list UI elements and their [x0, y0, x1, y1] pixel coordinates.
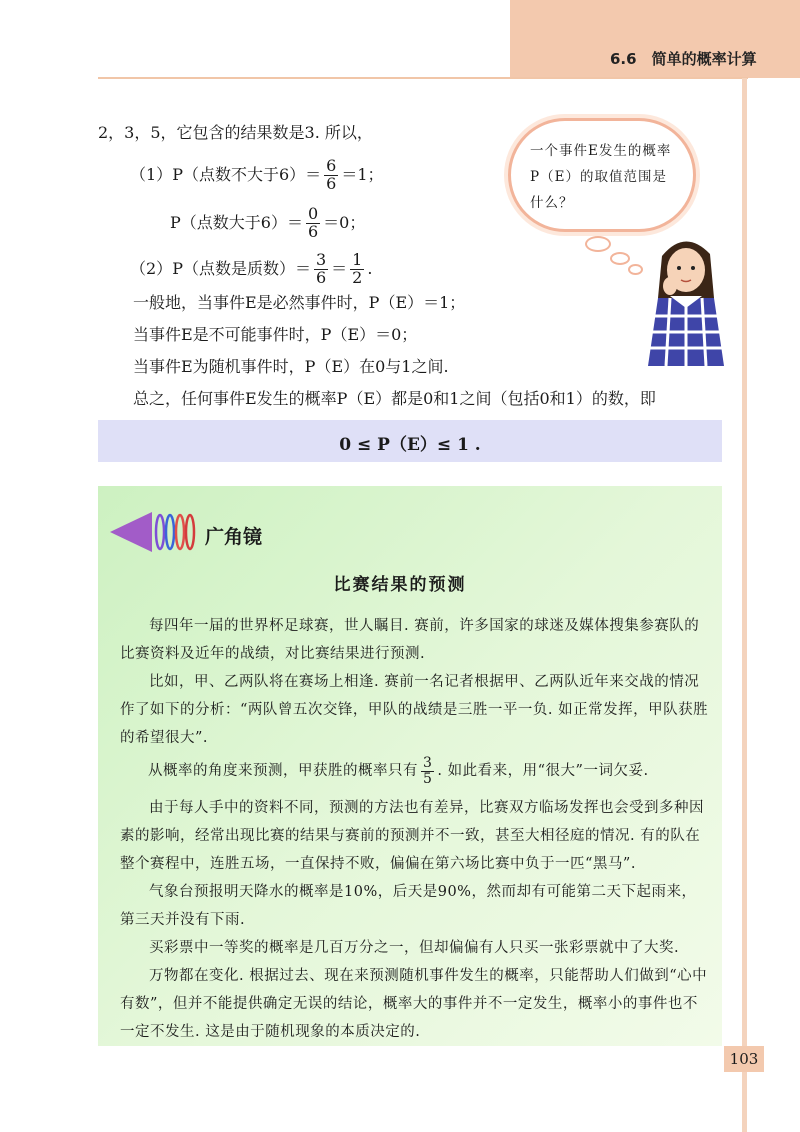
article-title: 比赛结果的预测 — [333, 575, 467, 595]
eq2-result: ＝0； — [323, 212, 366, 232]
formula-box — [98, 420, 722, 462]
prob-numerator: 3 — [423, 755, 433, 771]
text-line-impossible: 当事件E是不可能事件时，P（E）＝0； — [133, 325, 418, 344]
eq1-fraction — [324, 158, 338, 193]
paragraph-4: 气象台预报明天降水的概率是10%，后天是90%，然而却有可能第二天下起雨来，第三天并没有下雨. — [120, 884, 697, 928]
equation-3 — [130, 252, 372, 287]
eq2-function: P（点数大于6）＝ — [170, 212, 303, 232]
paragraph-1: 每四年一届的世界杯足球赛，世人瞩目. 赛前，许多国家的球迷及媒体搜集参赛队的比赛资料及近年的战绩，对比赛结果进行预测. — [120, 618, 700, 662]
prob-fraction — [421, 756, 434, 786]
eq3-denominator-1: 6 — [315, 267, 327, 287]
paragraph-2: 比如，甲、乙两队将在赛场上相逢. 赛前一名记者根据甲、乙两队近年来交战的情况作了如下的分析：“两队曾五次交锋，甲队的战绩是三胜一平一负. 如正常发挥，甲队获胜的希望很大”. — [120, 674, 709, 746]
wide-angle-label: 广角镜 — [205, 526, 263, 548]
eq3-equals: ＝ — [331, 258, 348, 278]
eq3-function: P（点数是质数）＝ — [172, 258, 311, 278]
equation-1 — [130, 158, 384, 193]
eq1-result: ＝1； — [341, 164, 384, 184]
section-header-title: 6.6 简单的概率计算 — [610, 50, 757, 68]
eq3-fraction-1 — [314, 252, 328, 287]
eq1-denominator: 6 — [326, 173, 337, 193]
header-rule — [98, 77, 748, 79]
paragraph-6: 万物都在变化. 根据过去、现在来预测随机事件发生的概率，只能帮助人们做到“心中有数”，但并不能提供确定无误的结论，概率大的事件并不一定发生，概率小的事件也不一定不发生. 这是由于随机现象的本质决定的. — [120, 968, 708, 1040]
wide-angle-arrow-icon — [110, 512, 200, 552]
thought-cloud-text: 一个事件E发生的概率P（E）的取值范围是什么？ — [530, 143, 672, 211]
eq3-prefix: （2） — [130, 258, 173, 278]
eq3-denominator-2: 2 — [352, 267, 363, 287]
equation-2 — [170, 206, 365, 241]
eq1-numerator: 6 — [326, 156, 337, 175]
thought-bubble-dot — [610, 252, 630, 265]
eq3-end: . — [367, 258, 373, 278]
eq3-numerator-1: 3 — [315, 250, 327, 269]
text-line-summary: 总之，任何事件E发生的概率P（E）都是0和1之间（包括0和1）的数，即 — [133, 389, 656, 408]
eq3-numerator-2: 1 — [352, 250, 363, 269]
eq2-fraction — [306, 206, 320, 241]
eq1-function: P（点数不大于6）＝ — [172, 164, 322, 184]
eq1-prefix: （1） — [130, 164, 173, 184]
text-line-random: 当事件E为随机事件时，P（E）在0与1之间. — [133, 357, 449, 376]
paragraph-5: 买彩票中一等奖的概率是几百万分之一，但却偏偏有人只买一张彩票就中了大奖. — [149, 940, 680, 956]
thought-bubble-dot — [585, 236, 611, 252]
prob-line-before: 从概率的角度来预测，甲获胜的概率只有 — [148, 763, 418, 780]
text-line-certain: 一般地，当事件E是必然事件时，P（E）＝1； — [133, 293, 466, 312]
paragraph-3: 由于每人手中的资料不同，预测的方法也有差异，比赛双方临场发挥也会受到多种因素的影响，经常出现比赛的结果与赛前的预测并不一致，甚至大相径庭的情况. 有的队在整个赛程中，连胜五场，一直保持不败，偏偏在第六场比赛中负于一匹“黑马”. — [120, 800, 704, 872]
page-number: 103 — [724, 1046, 764, 1072]
right-margin-strip — [742, 78, 747, 1132]
eq2-numerator: 0 — [307, 204, 319, 223]
text-line-intro: 2，3，5，它包含的结果数是3. 所以， — [98, 123, 373, 142]
paragraph-probability — [148, 756, 708, 786]
prob-line-after: . 如此看来，用“很大”一词欠妥. — [437, 763, 649, 780]
eq2-denominator: 6 — [307, 221, 319, 241]
girl-illustration — [640, 228, 730, 368]
probability-range-formula: 0 ≤ P（E）≤ 1 . — [339, 435, 481, 455]
eq3-fraction-2 — [350, 252, 364, 287]
prob-denominator: 5 — [423, 770, 433, 787]
